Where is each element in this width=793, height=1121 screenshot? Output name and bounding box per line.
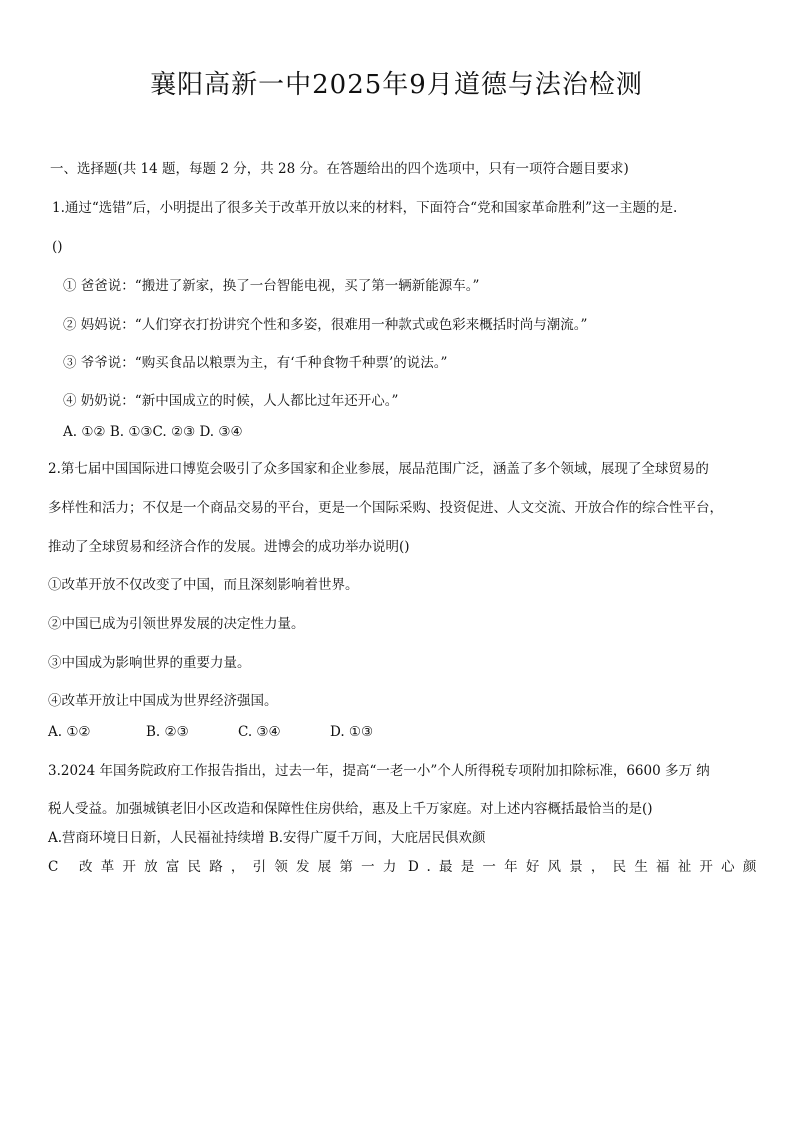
question-2-option-a: A. ①② (48, 724, 91, 740)
question-3-option-d: D.最是一年好风景，民生福祉开心颜 (408, 859, 765, 875)
question-3-stem-line-2: 税人受益。加强城镇老旧小区改造和保障性住房供给，惠及上千万家庭。对上述内容概括最恰当的是() (48, 801, 653, 817)
question-1-item-4: ④ 奶奶说：“新中国成立的时候，人人都比过年还开心。” (63, 393, 399, 409)
question-2-option-c: C. ③④ (238, 724, 281, 740)
question-2-stem-line-3: 推动了全球贸易和经济合作的发展。进博会的成功举办说明() (48, 539, 410, 555)
question-1-options: A. ①② B. ①③C. ②③ D. ③④ (63, 424, 243, 440)
question-2-item-4: ④改革开放让中国成为世界经济强国。 (48, 693, 278, 709)
question-2-option-b: B. ②③ (146, 724, 189, 740)
question-2-item-1: ①改革开放不仅改变了中国，而且深刻影响着世界。 (48, 577, 359, 593)
question-3-options-a-b: A.营商环境日日新，人民福祉持续增 B.安得广厦千万间，大庇居民俱欢颜 (48, 830, 486, 846)
question-3-stem-line-1: 3.2024 年国务院政府工作报告指出，过去一年，提高“一老一小”个人所得税专项附加扣除标准，6600 多万 纳 (48, 763, 710, 779)
question-1-item-2: ② 妈妈说：“人们穿衣打扮讲究个性和多姿，很难用一种款式或色彩来概括时尚与潮流。” (63, 317, 588, 333)
question-2-stem-line-1: 2.第七届中国国际进口博览会吸引了众多国家和企业参展，展品范围广泛，涵盖了多个领域，展现了全球贸易的 (48, 461, 709, 477)
question-1-item-3: ③ 爷爷说：“购买食品以粮票为主，有‘千种食物千种票’的说法。” (63, 355, 448, 371)
question-2-item-3: ③中国成为影响世界的重要力量。 (48, 655, 251, 671)
question-1-answer-blank: () (52, 239, 63, 255)
question-2-stem-line-2: 多样性和活力；不仅是一个商品交易的平台，更是一个国际采购、投资促进、人文交流、开放合作的综合性平台， (48, 500, 723, 516)
section-heading: 一、选择题(共 14 题，每题 2 分，共 28 分。在答题给出的四个选项中，只有一项符合题目要求) (50, 161, 629, 177)
question-2-option-d: D. ①③ (330, 724, 374, 740)
page-title: 襄阳高新一中2025年9月道德与法治检测 (150, 70, 643, 100)
question-1-stem: 1.通过“选错”后，小明提出了很多关于改革开放以来的材料，下面符合“党和国家革命胜利”这一主题的是. (52, 200, 678, 216)
question-1-item-1: ① 爸爸说：“搬进了新家，换了一台智能电视，买了第一辆新能源车。” (63, 278, 480, 294)
question-2-item-2: ②中国已成为引领世界发展的决定性力量。 (48, 616, 305, 632)
question-3-option-c: C 改革开放富民路，引领发展第一力 (48, 859, 405, 875)
